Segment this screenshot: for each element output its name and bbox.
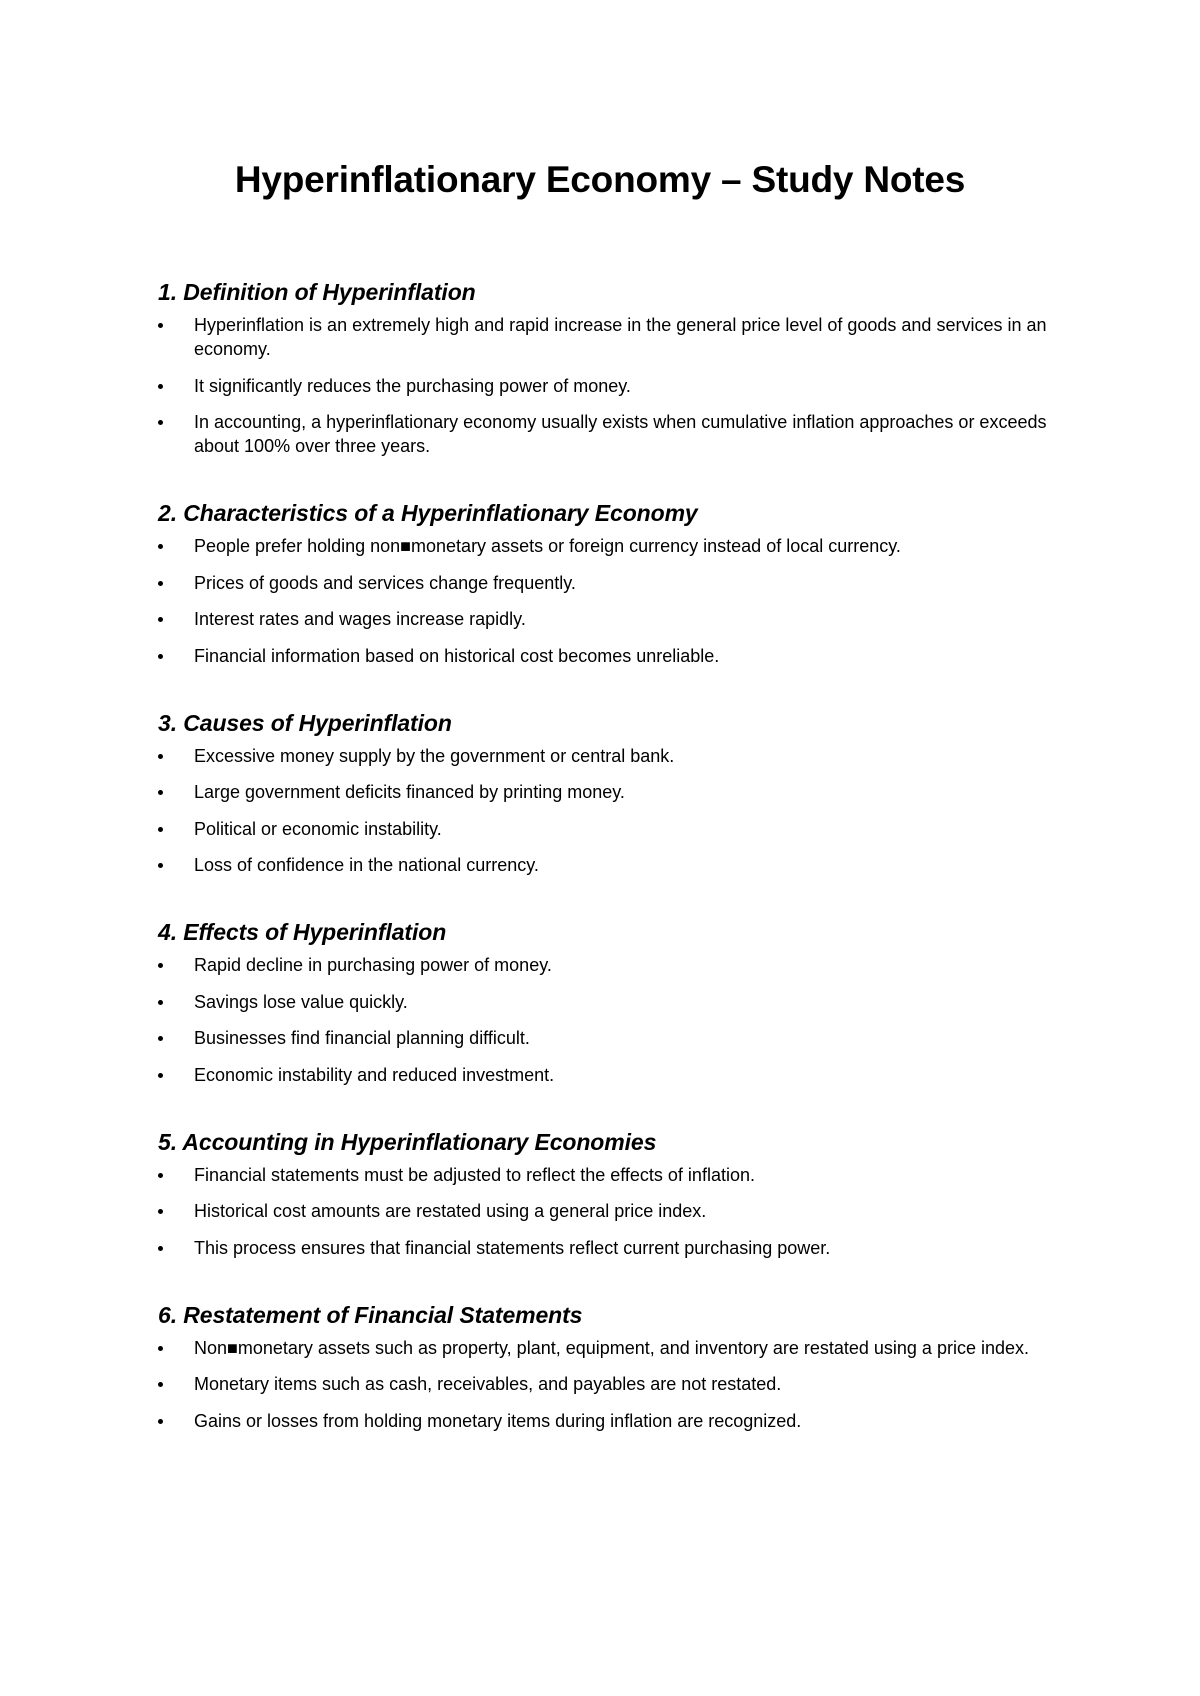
- list-item: [158, 313, 1063, 361]
- list-item: [158, 1409, 1063, 1433]
- sections-container: [158, 278, 1063, 1474]
- bullet-list: [158, 313, 1063, 458]
- bullet-icon: [158, 1036, 163, 1041]
- section-heading: 1. Definition of Hyperinflation: [158, 279, 476, 305]
- list-item: [158, 990, 1063, 1014]
- list-item: [158, 953, 1063, 977]
- list-item-text: In accounting, a hyperinflationary economy usually exists when cumulative inflation approaches or exceeds about 100% over three years.: [194, 412, 1047, 456]
- bullet-list: [158, 1336, 1063, 1433]
- bullet-icon: [158, 754, 163, 759]
- list-item-text: Businesses find financial planning difficult.: [194, 1028, 530, 1048]
- list-item-text: Excessive money supply by the government or central bank.: [194, 745, 675, 766]
- list-item: [158, 817, 1063, 841]
- section-2: [158, 499, 1063, 668]
- section-heading: 4. Effects of Hyperinflation: [158, 919, 447, 945]
- list-item-text: Financial information based on historical cost becomes unreliable.: [194, 645, 720, 666]
- bullet-icon: [158, 1346, 163, 1351]
- bullet-icon: [158, 1073, 163, 1078]
- list-item-text: Monetary items such as cash, receivables, and payables are not restated.: [194, 1374, 782, 1394]
- list-item-text: Savings lose value quickly.: [194, 991, 408, 1012]
- section-heading: 5. Accounting in Hyperinflationary Economies: [158, 1128, 657, 1155]
- section-heading: 6. Restatement of Financial Statements: [158, 1301, 583, 1328]
- list-item-text: Gains or losses from holding monetary items during inflation are recognized.: [194, 1410, 802, 1431]
- bullet-icon: [158, 1209, 163, 1214]
- list-item: [158, 374, 1063, 398]
- list-item-text: Rapid decline in purchasing power of money.: [194, 955, 552, 975]
- section-5: [158, 1128, 1063, 1260]
- bullet-icon: [158, 1382, 163, 1387]
- bullet-list: [158, 1163, 1063, 1260]
- bullet-icon: [158, 384, 163, 389]
- list-item-text: Hyperinflation is an extremely high and rapid increase in the general price level of goods and services in an economy.: [194, 315, 1047, 359]
- list-item-text: Political or economic instability.: [194, 818, 442, 839]
- list-item-text: Historical cost amounts are restated using a general price index.: [194, 1201, 707, 1221]
- list-item: [158, 607, 1063, 631]
- list-item-text: This process ensures that financial statements reflect current purchasing power.: [194, 1237, 831, 1258]
- section-heading: 2. Characteristics of a Hyperinflationary Economy: [158, 500, 698, 526]
- list-item-text: It significantly reduces the purchasing power of money.: [194, 375, 631, 396]
- list-item-text: Interest rates and wages increase rapidly.: [194, 609, 526, 629]
- bullet-icon: [158, 827, 163, 832]
- bullet-icon: [158, 1419, 163, 1424]
- list-item: [158, 1236, 1063, 1260]
- list-item: [158, 534, 1063, 558]
- section-heading: 3. Causes of Hyperinflation: [158, 709, 452, 736]
- list-item: [158, 644, 1063, 668]
- bullet-icon: [158, 1246, 163, 1251]
- list-item: [158, 1199, 1063, 1223]
- bullet-icon: [158, 323, 163, 328]
- list-item: [158, 1336, 1063, 1360]
- list-item: [158, 1372, 1063, 1396]
- list-item-text: Prices of goods and services change frequently.: [194, 572, 576, 593]
- bullet-icon: [158, 863, 163, 868]
- list-item-text: Financial statements must be adjusted to reflect the effects of inflation.: [194, 1164, 755, 1185]
- list-item: [158, 1026, 1063, 1050]
- list-item: [158, 1163, 1063, 1187]
- bullet-icon: [158, 581, 163, 586]
- list-item: [158, 744, 1063, 768]
- list-item-text: Non■monetary assets such as property, plant, equipment, and inventory are restated using a price index.: [194, 1337, 1029, 1358]
- bullet-list: [158, 953, 1063, 1087]
- bullet-icon: [158, 544, 163, 549]
- bullet-icon: [158, 963, 163, 968]
- list-item-text: Economic instability and reduced investment.: [194, 1064, 555, 1085]
- list-item: [158, 410, 1063, 458]
- document-title: Hyperinflationary Economy – Study Notes: [234, 159, 966, 200]
- list-item: [158, 853, 1063, 877]
- section-1: [158, 278, 1063, 458]
- list-item: [158, 571, 1063, 595]
- list-item-text: Loss of confidence in the national currency.: [194, 855, 539, 875]
- bullet-icon: [158, 1000, 163, 1005]
- section-4: [158, 918, 1063, 1087]
- bullet-list: [158, 534, 1063, 668]
- list-item: [158, 780, 1063, 804]
- list-item-text: People prefer holding non■monetary assets or foreign currency instead of local currency.: [194, 536, 901, 556]
- list-item-text: Large government deficits financed by printing money.: [194, 782, 625, 802]
- bullet-icon: [158, 654, 163, 659]
- bullet-icon: [158, 1173, 163, 1178]
- bullet-list: [158, 744, 1063, 878]
- bullet-icon: [158, 420, 163, 425]
- section-3: [158, 709, 1063, 878]
- list-item: [158, 1063, 1063, 1087]
- bullet-icon: [158, 790, 163, 795]
- bullet-icon: [158, 617, 163, 622]
- section-6: [158, 1301, 1063, 1433]
